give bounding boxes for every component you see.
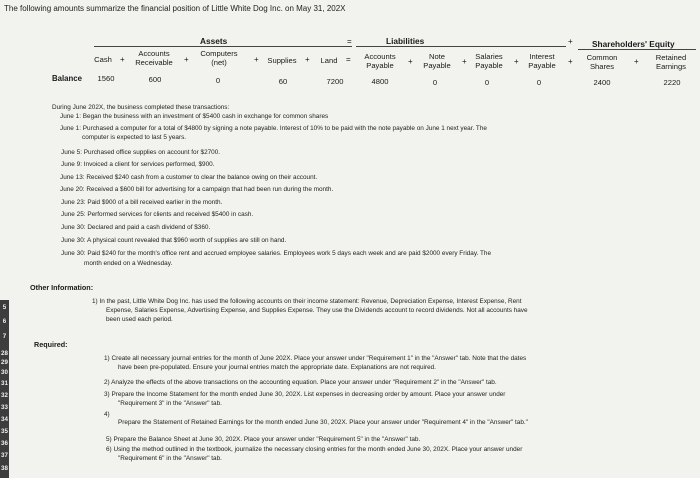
- transaction-item: June 30: Declared and paid a cash dividend of $360.: [61, 224, 211, 231]
- row-number[interactable]: 29: [1, 359, 8, 366]
- col-common-shares: Common Shares: [586, 53, 618, 71]
- row-number[interactable]: 38: [1, 465, 8, 472]
- transaction-item: computer is expected to last 5 years.: [82, 134, 187, 141]
- row-number[interactable]: 28: [1, 350, 8, 357]
- balance-cash: 1560: [97, 74, 115, 83]
- col-note-payable: Note Payable: [423, 52, 451, 70]
- required-line: 1) Create all necessary journal entries for the month of June 202X. Place your answer under "Requirement 1" in the "Answer" tab. Note that the dates: [104, 355, 527, 362]
- plus-sign: +: [305, 55, 310, 64]
- col-interest-payable: Interest Payable: [528, 52, 556, 70]
- transaction-item: June 20: Received a $600 bill for advertising for a campaign that had been run during the month.: [60, 186, 334, 193]
- row-number[interactable]: 36: [1, 440, 8, 447]
- col-computers: Computers (net): [200, 49, 238, 67]
- other-info-line: 1) In the past, Little White Dog Inc. has used the following accounts on their income statement: Revenue, Depreciation Expense, Interest Expense, Rent: [92, 298, 522, 305]
- balance-retained-earnings: 2220: [663, 78, 681, 87]
- balance-accounts-receivable: 600: [148, 75, 162, 84]
- row-number[interactable]: 35: [1, 428, 8, 435]
- required-line: "Requirement 6" in the "Answer" tab.: [118, 455, 222, 462]
- other-info-line: been used each period.: [106, 316, 173, 323]
- equity-rule: [578, 49, 696, 50]
- plus-sign: +: [408, 57, 413, 66]
- equals-sign-top: =: [347, 37, 352, 46]
- col-land: Land: [320, 56, 338, 65]
- required-line: Prepare the Statement of Retained Earnings for the month ended June 30, 202X. Place your answer under "Requirement 4" in the "Answer" tab.": [118, 419, 528, 426]
- col-salaries-payable: Salaries Payable: [475, 52, 503, 70]
- row-number[interactable]: 34: [1, 416, 8, 423]
- liabilities-rule: [356, 46, 566, 47]
- row-number[interactable]: 33: [1, 404, 8, 411]
- required-line: "Requirement 3" in the "Answer" tab.: [118, 400, 222, 407]
- required-line: 6) Using the method outlined in the textbook, journalize the necessary closing entries for the month ended June 30, 202X. Place your answer under: [106, 446, 523, 453]
- liabilities-header: Liabilities: [386, 36, 425, 46]
- transaction-item: month ended on a Wednesday.: [84, 260, 173, 267]
- intro-text: The following amounts summarize the financial position of Little White Dog Inc. on May 31, 202X: [4, 4, 346, 13]
- balance-common-shares: 2400: [593, 78, 611, 87]
- plus-sign: +: [568, 57, 573, 66]
- plus-sign: +: [514, 57, 519, 66]
- transaction-item: June 30: A physical count revealed that $960 worth of supplies are still on hand.: [61, 237, 287, 244]
- balance-land: 7200: [326, 77, 344, 86]
- required-line: 2) Analyze the effects of the above transactions on the accounting equation. Place your answer under "Requirement 2" in the "Answer" tab.: [104, 379, 497, 386]
- equals-sign: =: [346, 55, 351, 64]
- row-number[interactable]: 7: [2, 333, 7, 340]
- other-info-line: Expense, Salaries Expense, Advertising Expense, and Supplies Expense. They use the Dividends account to record dividends. Not all accounts have: [106, 307, 528, 314]
- required-line: have been pre-populated. Ensure your journal entries match the appropriate date. Explanations are not required.: [118, 364, 436, 371]
- other-info-label: Other Information:: [30, 283, 94, 292]
- row-number[interactable]: 31: [1, 380, 8, 387]
- balance-computers: 0: [215, 76, 221, 85]
- transaction-item: June 1: Purchased a computer for a total of $4800 by signing a note payable. Interest of 10% to be paid with the note payable on June 1 next year. The: [60, 125, 487, 132]
- transaction-item: June 30: Paid $240 for the month's office rent and accrued employee salaries. Employees work 5 days each week and are paid $2000 every Friday. The: [61, 250, 492, 257]
- balance-salaries-payable: 0: [484, 78, 490, 87]
- transaction-item: June 9: Invoiced a client for services performed, $900.: [61, 161, 215, 168]
- plus-sign-top: +: [568, 37, 573, 46]
- balance-supplies: 60: [278, 77, 288, 86]
- row-number[interactable]: 32: [1, 392, 8, 399]
- row-number[interactable]: 37: [1, 452, 8, 459]
- balance-label: Balance: [52, 74, 82, 83]
- transaction-item: June 13: Received $240 cash from a customer to clear the balance owing on their account.: [60, 174, 318, 181]
- row-number[interactable]: 30: [1, 369, 8, 376]
- required-line: 3) Prepare the Income Statement for the month ended June 30, 202X. List expenses in decreasing order by amount. Place your answer under: [104, 391, 506, 398]
- required-line: 4): [104, 411, 110, 418]
- transaction-item: June 1: Began the business with an investment of $5400 cash in exchange for common shares: [60, 113, 329, 120]
- assets-rule: [94, 46, 352, 47]
- col-supplies: Supplies: [267, 56, 297, 65]
- transaction-item: June 5: Purchased office supplies on account for $2700.: [61, 149, 221, 156]
- balance-interest-payable: 0: [536, 78, 542, 87]
- row-number[interactable]: 5: [2, 304, 7, 311]
- col-retained-earnings: Retained Earnings: [655, 53, 687, 71]
- transaction-item: June 23: Paid $900 of a bill received earlier in the month.: [61, 199, 223, 206]
- balance-accounts-payable: 4800: [371, 77, 389, 86]
- transactions-intro: During June 202X, the business completed these transactions:: [52, 104, 230, 111]
- balance-note-payable: 0: [432, 78, 438, 87]
- row-number[interactable]: 6: [2, 318, 7, 325]
- col-accounts-receivable: Accounts Receivable: [135, 49, 173, 67]
- transaction-item: June 25: Performed services for clients and received $5400 in cash.: [61, 211, 254, 218]
- plus-sign: +: [462, 57, 467, 66]
- required-line: 5) Prepare the Balance Sheet at June 30, 202X. Place your answer under "Requirement 5" in the "Answer" tab.: [106, 436, 421, 443]
- plus-sign: +: [184, 55, 189, 64]
- col-accounts-payable: Accounts Payable: [364, 52, 396, 70]
- col-cash: Cash: [94, 55, 112, 64]
- assets-header: Assets: [200, 36, 228, 46]
- plus-sign: +: [634, 57, 639, 66]
- plus-sign: +: [120, 55, 125, 64]
- plus-sign: +: [254, 55, 259, 64]
- required-label: Required:: [34, 340, 68, 349]
- equity-header: Shareholders' Equity: [592, 39, 675, 49]
